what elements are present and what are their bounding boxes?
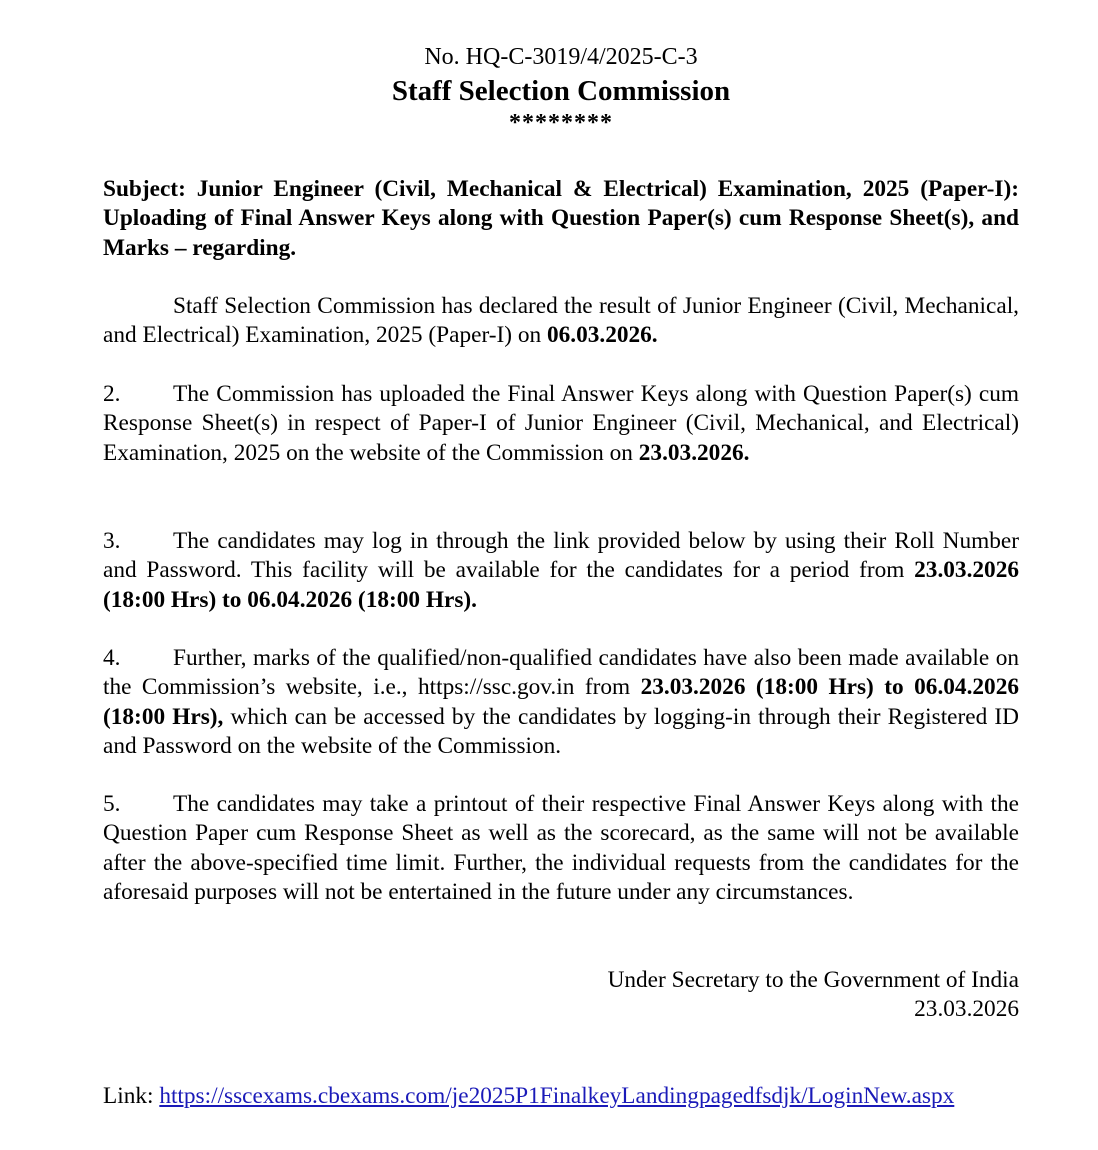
paragraph-4-text: Further, marks of the qualified/non-qualified candidates have also been made available on the Commission’s website, i.e., https://ssc.gov.in from — [103, 645, 1019, 701]
link-label: Link: — [103, 1083, 160, 1109]
paragraph-2-date: 23.03.2026. — [638, 439, 750, 466]
paragraph-2-text: The Commission has uploaded the Final Answer Keys along with Question Paper(s) cum Response Sheet(s) in respect of Paper-I of Junior Engineer (Civil, Mechanical, and Electrical) Examination, 2025 on the website of the Commission on — [103, 381, 1019, 466]
paragraph-4-period: 23.03.2026 (18:00 Hrs) to 06.04.2026 (18:00 Hrs), — [103, 674, 1019, 730]
reference-number: No. HQ-C-3019/4/2025-C-3 — [424, 44, 698, 70]
paragraph-1 — [103, 292, 1019, 351]
paragraph-5-text: The candidates may take a printout of their respective Final Answer Keys along with the Question Paper cum Response Sheet as well as the scorecard, as the same will not be available after the above-specified time limit. Further, the individual requests from the candidates for the aforesaid purposes will not be entertained in the future under any circumstances. — [103, 791, 1019, 905]
paragraph-2-number: 2. — [103, 381, 121, 407]
header-separator: ******** — [509, 110, 613, 136]
paragraph-5-number: 5. — [103, 791, 121, 817]
paragraph-3-number: 3. — [103, 528, 121, 554]
organisation-title: Staff Selection Commission — [391, 75, 731, 107]
paragraph-4-text-after: which can be accessed by the candidates by logging-in through their Registered ID and Password on the website of the Commission. — [103, 703, 1020, 759]
paragraph-5 — [103, 790, 1019, 907]
login-link-line — [103, 1082, 954, 1111]
paragraph-3-text: The candidates may log in through the link provided below by using their Roll Number and Password. This facility will be available for the candidates for a period from — [103, 528, 1019, 584]
paragraph-2 — [103, 380, 1019, 468]
paragraph-3-period: 23.03.2026 (18:00 Hrs) to 06.04.2026 (18:00 Hrs). — [103, 557, 1019, 613]
paragraph-4-number: 4. — [103, 645, 121, 671]
signatory-designation: Under Secretary to the Government of India — [607, 967, 1019, 993]
paragraph-3 — [103, 527, 1019, 615]
paragraph-4 — [103, 644, 1019, 761]
paragraph-1-date: 06.03.2026. — [546, 322, 658, 349]
signature-date: 23.03.2026 — [914, 996, 1019, 1023]
subject-line: Subject: Junior Engineer (Civil, Mechanical & Electrical) Examination, 2025 (Paper-I): Uploading of Final Answer Keys along with Question Paper(s) cum Response Sheet(s), and Marks – regarding. — [103, 176, 1019, 261]
paragraph-1-text: Staff Selection Commission has declared the result of Junior Engineer (Civil, Mechanical, and Electrical) Examination, 2025 (Paper-I) on — [103, 293, 1019, 349]
login-link[interactable]: https://sscexams.cbexams.com/je2025P1FinalkeyLandingpagedfsdjk/LoginNew.aspx — [159, 1083, 955, 1109]
signature-block — [608, 966, 1019, 1025]
